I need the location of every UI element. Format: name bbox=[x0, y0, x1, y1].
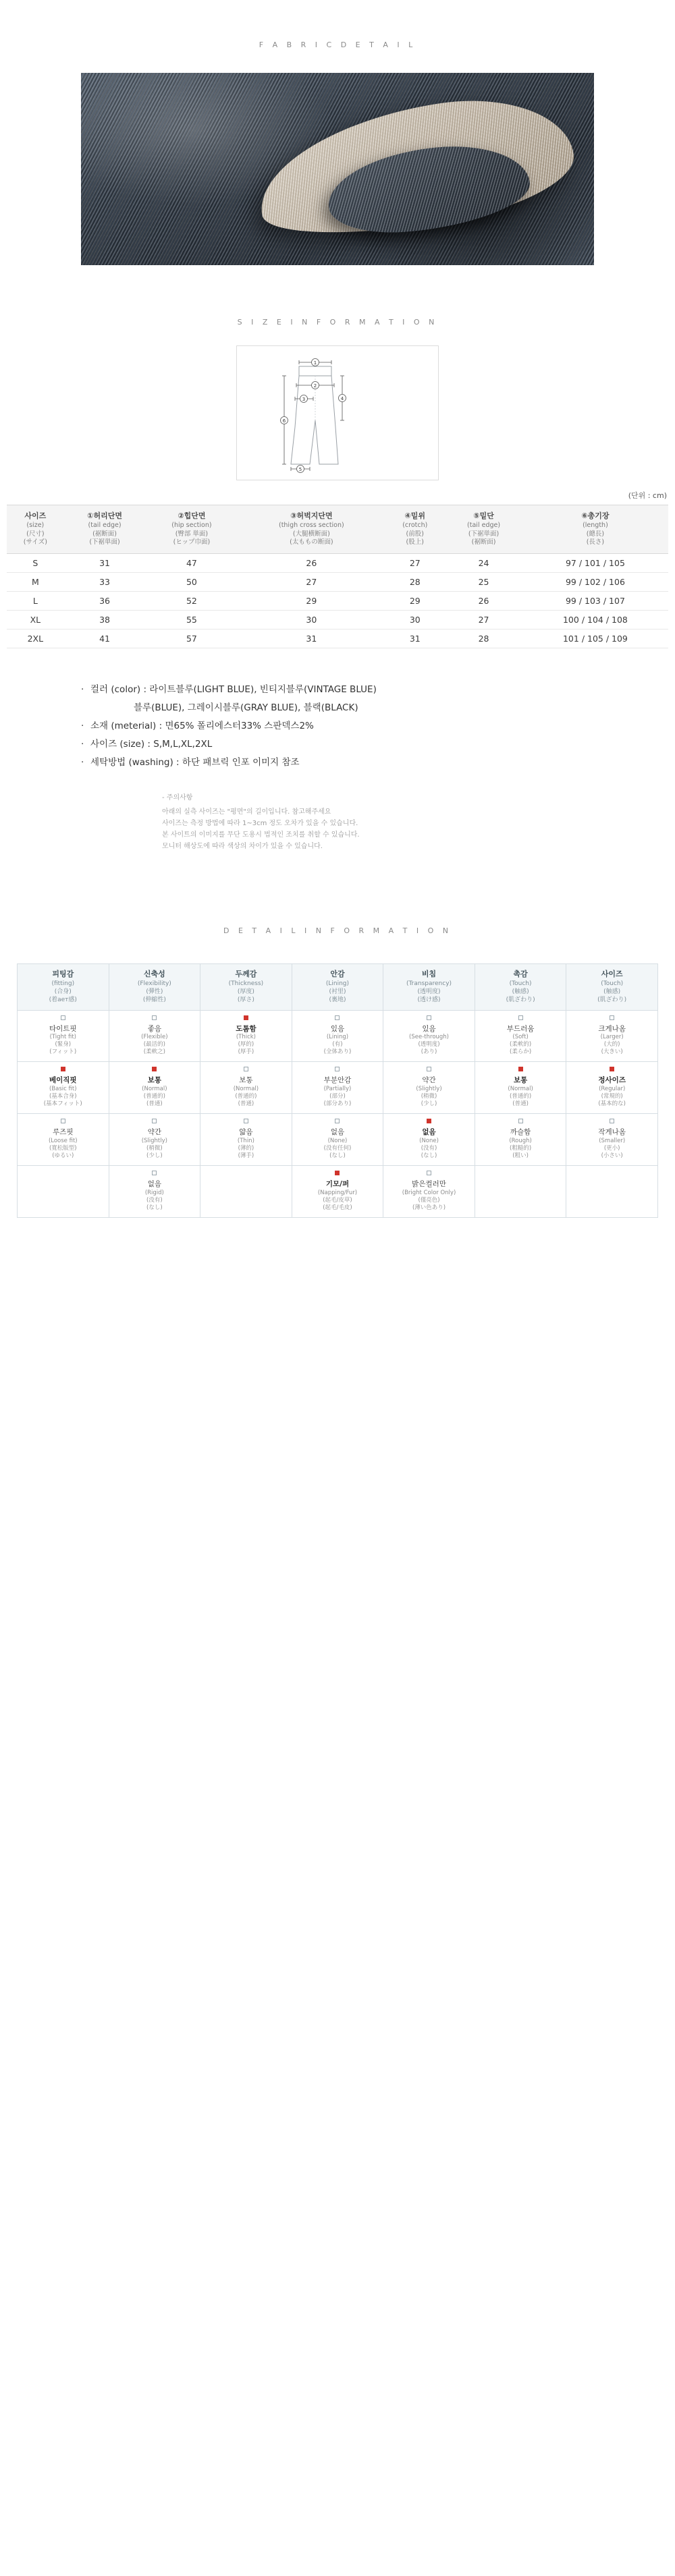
checkbox-icon[interactable] bbox=[152, 1171, 157, 1175]
cell-size: L bbox=[7, 592, 64, 611]
option-label-ko: 약간 bbox=[422, 1076, 436, 1085]
fabric-photo-wrap bbox=[0, 73, 675, 265]
detail-option-cell bbox=[566, 1165, 658, 1217]
spec-material-label: 소재 (meterial) : bbox=[90, 721, 163, 732]
option-label-ko: 약간 bbox=[147, 1128, 161, 1137]
option-label-jp: (なし) bbox=[329, 1152, 346, 1159]
cell-thigh: 29 bbox=[238, 592, 385, 611]
option-label-en: (Loose fit) bbox=[48, 1137, 78, 1144]
detail-option-cell[interactable] bbox=[475, 1062, 566, 1114]
option-label-en: (See-through) bbox=[409, 1034, 449, 1041]
cell-crotch: 31 bbox=[385, 629, 445, 648]
svg-text:3: 3 bbox=[302, 397, 306, 402]
detail-option-cell[interactable] bbox=[109, 1165, 200, 1217]
option-label-jp: (小さい) bbox=[601, 1152, 623, 1159]
option-label-ko: 크게나옴 bbox=[598, 1024, 626, 1033]
detail-row bbox=[18, 1062, 658, 1114]
bullet-icon: · bbox=[81, 757, 84, 768]
option-label-jp: (薄手) bbox=[238, 1152, 254, 1159]
option-label-jp: (大きい) bbox=[601, 1048, 623, 1056]
detail-option-cell bbox=[18, 1165, 109, 1217]
cell-hip: 52 bbox=[145, 592, 238, 611]
option-label-en: (Thin) bbox=[237, 1137, 254, 1144]
option-label-en: (Rough) bbox=[509, 1137, 532, 1144]
size-diagram bbox=[236, 345, 439, 480]
option-label-jp: (薄い色あり) bbox=[412, 1204, 446, 1211]
option-label-en: (Slightly) bbox=[416, 1085, 442, 1092]
detail-option-cell[interactable] bbox=[292, 1165, 383, 1217]
option-label-ko: 정사이즈 bbox=[598, 1076, 626, 1085]
bullet-icon: · bbox=[81, 739, 84, 750]
cell-hem: 28 bbox=[445, 629, 522, 648]
option-label-jp: (柔軟之) bbox=[143, 1048, 165, 1056]
svg-text:2: 2 bbox=[313, 383, 317, 389]
checkbox-icon[interactable] bbox=[427, 1067, 431, 1071]
caution-title: - 주의사항 bbox=[162, 794, 193, 802]
checkbox-icon[interactable] bbox=[61, 1119, 65, 1123]
detail-option-cell[interactable] bbox=[292, 1062, 383, 1114]
option-label-en: (Normal) bbox=[508, 1085, 533, 1092]
option-label-en: (Napping/Fur) bbox=[317, 1189, 358, 1196]
detail-option-cell[interactable] bbox=[566, 1114, 658, 1166]
size-information-heading: S I Z E I N F O R M A T I O N bbox=[237, 318, 438, 327]
size-col-crotch: ④밑위 (crotch) (前股) (股上) bbox=[385, 505, 445, 554]
checkbox-checked-icon[interactable] bbox=[61, 1067, 65, 1071]
option-label-kr: (寬松版型) bbox=[49, 1144, 77, 1152]
checkbox-icon[interactable] bbox=[335, 1015, 340, 1020]
spec-size-value: S,M,L,XL,2XL bbox=[153, 739, 213, 750]
spec-washing bbox=[81, 754, 594, 772]
cell-size: 2XL bbox=[7, 629, 64, 648]
cell-thigh: 30 bbox=[238, 611, 385, 629]
option-label-jp: (少し) bbox=[146, 1152, 163, 1159]
option-label-en: (Normal) bbox=[142, 1085, 167, 1092]
cell-length: 101 / 105 / 109 bbox=[522, 629, 668, 648]
option-label-en: (None) bbox=[419, 1137, 439, 1144]
product-detail-page bbox=[0, 0, 675, 1245]
detail-header-row bbox=[18, 964, 658, 1010]
size-col-hip: ②힙단면 (hip section) (臀部 単面) (ヒップ巾面) bbox=[145, 505, 238, 554]
size-col-waist: ①허리단면 (tail edge) (裾断面) (下裾単面) bbox=[64, 505, 146, 554]
cell-crotch: 29 bbox=[385, 592, 445, 611]
option-label-jp: (全体あり) bbox=[323, 1048, 352, 1056]
detail-option-cell[interactable] bbox=[18, 1114, 109, 1166]
detail-option-cell[interactable] bbox=[292, 1010, 383, 1062]
option-label-kr: (普通的) bbox=[235, 1093, 257, 1100]
fabric-photo bbox=[81, 73, 594, 265]
option-label-en: (Basic fit) bbox=[49, 1085, 77, 1092]
option-label-en: (Thick) bbox=[236, 1034, 256, 1041]
option-label-en: (Tight fit) bbox=[49, 1034, 76, 1041]
option-label-ko: 없음 bbox=[147, 1179, 161, 1188]
table-row bbox=[7, 592, 668, 611]
caution-line-4: 모니터 해상도에 따라 색상의 차이가 있을 수 있습니다. bbox=[162, 843, 323, 851]
checkbox-checked-icon[interactable] bbox=[427, 1119, 431, 1123]
svg-text:5: 5 bbox=[298, 467, 302, 472]
detail-option-cell[interactable] bbox=[18, 1062, 109, 1114]
table-row bbox=[7, 573, 668, 592]
option-label-jp: (なし) bbox=[421, 1152, 437, 1159]
option-label-ko: 작게나옴 bbox=[598, 1128, 626, 1137]
option-label-jp: (柔らか) bbox=[510, 1048, 532, 1056]
size-col-size: 사이즈 (size) (尺寸) (サイズ) bbox=[7, 505, 64, 554]
option-label-kr: (没有) bbox=[146, 1196, 163, 1204]
detail-row bbox=[18, 1010, 658, 1062]
option-label-kr: (緊身) bbox=[55, 1041, 72, 1048]
option-label-jp: (粗い) bbox=[512, 1152, 529, 1159]
detail-option-cell[interactable] bbox=[566, 1010, 658, 1062]
cell-hem: 24 bbox=[445, 554, 522, 573]
detail-option-cell[interactable] bbox=[200, 1114, 292, 1166]
option-label-kr: (起毛/皮草) bbox=[323, 1196, 352, 1204]
detail-option-cell[interactable] bbox=[109, 1062, 200, 1114]
cell-length: 99 / 102 / 106 bbox=[522, 573, 668, 592]
option-label-kr: (稍微) bbox=[421, 1093, 437, 1100]
spec-washing-value: 하단 패브릭 인포 이미지 참조 bbox=[182, 757, 300, 768]
option-label-kr: (僅亮色) bbox=[418, 1196, 440, 1204]
checkbox-icon[interactable] bbox=[244, 1119, 248, 1123]
option-label-en: (Partially) bbox=[323, 1085, 352, 1092]
option-label-ko: 있음 bbox=[422, 1024, 436, 1033]
option-label-kr: (大的) bbox=[603, 1041, 620, 1048]
option-label-jp: (基本的な) bbox=[598, 1100, 626, 1108]
size-col-length: ⑥총기장 (length) (總長) (長さ) bbox=[522, 505, 668, 554]
option-label-jp: (普通) bbox=[512, 1100, 529, 1108]
cell-waist: 38 bbox=[64, 611, 146, 629]
option-label-kr: (没有任何) bbox=[323, 1144, 352, 1152]
option-label-kr: (有) bbox=[332, 1041, 343, 1048]
detail-information-heading: D E T A I L I N F O R M A T I O N bbox=[223, 926, 452, 936]
spec-washing-label: 세탁방법 (washing) : bbox=[90, 757, 180, 768]
spec-size bbox=[81, 735, 594, 754]
size-table bbox=[7, 505, 668, 648]
detail-col-size: 사이즈 (Touch) (触感) (肌ざわり) bbox=[566, 964, 658, 1010]
unit-note: (단위 : cm) bbox=[628, 491, 667, 500]
detail-option-cell[interactable] bbox=[383, 1165, 475, 1217]
detail-option-cell[interactable] bbox=[18, 1010, 109, 1062]
spec-color-value-2: 블루(BLUE), 그레이시블루(GRAY BLUE), 블랙(BLACK) bbox=[134, 702, 358, 714]
cell-thigh: 26 bbox=[238, 554, 385, 573]
option-label-kr: (薄的) bbox=[238, 1144, 254, 1152]
option-label-ko: 타이트핏 bbox=[49, 1024, 77, 1033]
spec-material bbox=[81, 717, 594, 735]
option-label-kr: (部分) bbox=[329, 1093, 346, 1100]
option-label-jp: (フィット) bbox=[49, 1048, 77, 1056]
detail-option-cell[interactable] bbox=[109, 1010, 200, 1062]
option-label-ko: 보통 bbox=[239, 1076, 253, 1085]
checkbox-checked-icon[interactable] bbox=[335, 1171, 340, 1175]
bullet-icon: · bbox=[81, 721, 84, 732]
option-label-kr: (透明度) bbox=[418, 1041, 440, 1048]
cell-waist: 36 bbox=[64, 592, 146, 611]
option-label-en: (None) bbox=[327, 1137, 348, 1144]
option-label-jp: (あり) bbox=[421, 1048, 437, 1056]
cell-hip: 50 bbox=[145, 573, 238, 592]
cell-thigh: 27 bbox=[238, 573, 385, 592]
option-label-ko: 부드러움 bbox=[506, 1024, 535, 1033]
spec-list bbox=[81, 681, 594, 772]
option-label-ko: 있음 bbox=[330, 1024, 345, 1033]
detail-option-cell bbox=[475, 1165, 566, 1217]
option-label-en: (Regular) bbox=[599, 1085, 626, 1092]
option-label-kr: (普通的) bbox=[510, 1093, 532, 1100]
checkbox-icon[interactable] bbox=[427, 1015, 431, 1020]
bullet-icon: · bbox=[81, 684, 84, 696]
checkbox-checked-icon[interactable] bbox=[244, 1015, 248, 1020]
checkbox-icon[interactable] bbox=[610, 1119, 614, 1123]
checkbox-icon[interactable] bbox=[61, 1015, 65, 1020]
checkbox-checked-icon[interactable] bbox=[518, 1067, 523, 1071]
detail-option-cell[interactable] bbox=[109, 1114, 200, 1166]
fabric-detail-heading: F A B R I C D E T A I L bbox=[259, 40, 416, 49]
checkbox-icon[interactable] bbox=[518, 1119, 523, 1123]
cell-length: 99 / 103 / 107 bbox=[522, 592, 668, 611]
detail-table bbox=[17, 963, 658, 1217]
option-label-kr: (基本合身) bbox=[49, 1093, 77, 1100]
spec-color-value-1: 라이트블루(LIGHT BLUE), 빈티지블루(VINTAGE BLUE) bbox=[149, 684, 377, 696]
caution-block bbox=[81, 792, 594, 852]
option-label-ko: 기모/퍼 bbox=[325, 1179, 350, 1188]
option-label-kr: (普通的) bbox=[143, 1093, 165, 1100]
option-label-jp: (起毛/毛皮) bbox=[323, 1204, 352, 1211]
cell-hem: 27 bbox=[445, 611, 522, 629]
option-label-jp: (基本フィット) bbox=[43, 1100, 82, 1108]
detail-option-cell[interactable] bbox=[200, 1010, 292, 1062]
detail-table-body bbox=[18, 1010, 658, 1217]
cell-crotch: 28 bbox=[385, 573, 445, 592]
caution-line-3: 본 사이트의 이미지를 무단 도용시 법적인 조치를 취할 수 있습니다. bbox=[162, 831, 360, 839]
detail-option-cell[interactable] bbox=[383, 1010, 475, 1062]
option-label-jp: (普通) bbox=[238, 1100, 254, 1108]
cell-hem: 25 bbox=[445, 573, 522, 592]
detail-col-thickness: 두께감 (Thickness) (厚度) (厚さ) bbox=[200, 964, 292, 1010]
option-label-en: (Lining) bbox=[326, 1034, 349, 1041]
option-label-en: (Rigid) bbox=[144, 1189, 164, 1196]
cell-hem: 26 bbox=[445, 592, 522, 611]
checkbox-icon[interactable] bbox=[152, 1119, 157, 1123]
cell-hip: 55 bbox=[145, 611, 238, 629]
detail-option-cell[interactable] bbox=[383, 1114, 475, 1166]
detail-option-cell[interactable] bbox=[566, 1062, 658, 1114]
option-label-jp: (部分あり) bbox=[323, 1100, 352, 1108]
checkbox-checked-icon[interactable] bbox=[610, 1067, 614, 1071]
spec-color-label: 컬러 (color) : bbox=[90, 684, 146, 696]
checkbox-icon[interactable] bbox=[427, 1171, 431, 1175]
option-label-en: (Bright Color Only) bbox=[402, 1189, 456, 1196]
option-label-ko: 없음 bbox=[422, 1128, 436, 1137]
cell-crotch: 30 bbox=[385, 611, 445, 629]
option-label-kr: (柔軟的) bbox=[510, 1041, 532, 1048]
detail-option-cell[interactable] bbox=[292, 1114, 383, 1166]
detail-option-cell bbox=[200, 1165, 292, 1217]
option-label-kr: (没有) bbox=[421, 1144, 437, 1152]
option-label-ko: 얇음 bbox=[239, 1128, 253, 1137]
checkbox-icon[interactable] bbox=[610, 1015, 614, 1020]
caution-line-1: 아래의 실측 사이즈는 "평면"의 길이입니다. 참고해주세요 bbox=[162, 808, 331, 816]
option-label-kr: (厚的) bbox=[238, 1041, 254, 1048]
size-table-header-row bbox=[7, 505, 668, 554]
option-label-en: (Normal) bbox=[233, 1085, 259, 1092]
size-col-thigh: ③허벅지단면 (thigh cross section) (大腿横断面) (太ももの断面) bbox=[238, 505, 385, 554]
spec-color bbox=[81, 681, 594, 699]
checkbox-icon[interactable] bbox=[335, 1119, 340, 1123]
detail-col-fitting: 피팅감 (fitting) (合身) (着ает感) bbox=[18, 964, 109, 1010]
detail-col-flexibility: 신축성 (Flexibility) (彈性) (伸縮性) bbox=[109, 964, 200, 1010]
option-label-ko: 루즈핏 bbox=[53, 1128, 74, 1137]
option-label-en: (Larger) bbox=[600, 1034, 624, 1041]
option-label-en: (Smaller) bbox=[599, 1137, 626, 1144]
option-label-ko: 보통 bbox=[513, 1076, 528, 1085]
cell-waist: 31 bbox=[64, 554, 146, 573]
checkbox-icon[interactable] bbox=[335, 1067, 340, 1071]
detail-option-cell[interactable] bbox=[383, 1062, 475, 1114]
option-label-jp: (少し) bbox=[421, 1100, 437, 1108]
option-label-ko: 좋음 bbox=[147, 1024, 161, 1033]
table-row bbox=[7, 629, 668, 648]
option-label-jp: (厚手) bbox=[238, 1048, 254, 1056]
detail-row bbox=[18, 1165, 658, 1217]
cell-size: XL bbox=[7, 611, 64, 629]
cell-waist: 41 bbox=[64, 629, 146, 648]
size-diagram-wrap bbox=[0, 345, 675, 480]
detail-option-cell[interactable] bbox=[475, 1114, 566, 1166]
option-label-kr: (常規的) bbox=[601, 1093, 623, 1100]
svg-text:1: 1 bbox=[313, 360, 317, 366]
detail-option-cell[interactable] bbox=[475, 1010, 566, 1062]
option-label-kr: (稍微) bbox=[146, 1144, 163, 1152]
svg-text:4: 4 bbox=[340, 396, 344, 401]
cell-hip: 57 bbox=[145, 629, 238, 648]
option-label-ko: 밝은컬러만 bbox=[412, 1179, 446, 1188]
cell-size: S bbox=[7, 554, 64, 573]
checkbox-icon[interactable] bbox=[518, 1015, 523, 1020]
option-label-ko: 없음 bbox=[330, 1128, 345, 1137]
table-row bbox=[7, 611, 668, 629]
option-label-ko: 보통 bbox=[147, 1076, 161, 1085]
option-label-ko: 까슬함 bbox=[510, 1128, 531, 1137]
cell-thigh: 31 bbox=[238, 629, 385, 648]
option-label-jp: (ゆるい) bbox=[52, 1152, 74, 1159]
cell-length: 97 / 101 / 105 bbox=[522, 554, 668, 573]
option-label-kr: (最活的) bbox=[143, 1041, 165, 1048]
pants-measure-diagram bbox=[237, 346, 439, 481]
detail-table-wrap bbox=[17, 963, 658, 1244]
option-label-kr: (粗糙的) bbox=[510, 1144, 532, 1152]
option-label-en: (Soft) bbox=[512, 1034, 529, 1041]
detail-col-transparency: 비침 (Transparency) (透明度) (透け感) bbox=[383, 964, 475, 1010]
cell-waist: 33 bbox=[64, 573, 146, 592]
detail-col-touch: 촉감 (Touch) (触感) (肌ざわり) bbox=[475, 964, 566, 1010]
checkbox-icon[interactable] bbox=[244, 1067, 248, 1071]
detail-row bbox=[18, 1114, 658, 1166]
caution-line-2: 사이즈는 측정 방법에 따라 1~3cm 정도 오차가 있을 수 있습니다. bbox=[162, 820, 358, 828]
spec-size-label: 사이즈 (size) : bbox=[90, 739, 151, 750]
svg-text:6: 6 bbox=[282, 418, 286, 424]
option-label-en: (Slightly) bbox=[141, 1137, 167, 1144]
cell-crotch: 27 bbox=[385, 554, 445, 573]
checkbox-icon[interactable] bbox=[152, 1015, 157, 1020]
spec-material-value: 면65% 폴리에스터33% 스판덱스2% bbox=[165, 721, 314, 732]
detail-option-cell[interactable] bbox=[200, 1062, 292, 1114]
cell-size: M bbox=[7, 573, 64, 592]
option-label-ko: 부분안감 bbox=[323, 1076, 352, 1085]
checkbox-checked-icon[interactable] bbox=[152, 1067, 157, 1071]
table-row bbox=[7, 554, 668, 573]
option-label-jp: (普通) bbox=[146, 1100, 163, 1108]
option-label-jp: (なし) bbox=[146, 1204, 163, 1211]
option-label-ko: 도톰함 bbox=[236, 1024, 256, 1033]
option-label-kr: (更小) bbox=[603, 1144, 620, 1152]
cell-length: 100 / 104 / 108 bbox=[522, 611, 668, 629]
option-label-en: (Flexible) bbox=[141, 1034, 168, 1041]
detail-col-lining: 안감 (Lining) (衬里) (裏地) bbox=[292, 964, 383, 1010]
cell-hip: 47 bbox=[145, 554, 238, 573]
size-col-hem: ⑤밑단 (tail edge) (下裾単面) (裾断面) bbox=[445, 505, 522, 554]
option-label-ko: 베이직핏 bbox=[49, 1076, 77, 1085]
